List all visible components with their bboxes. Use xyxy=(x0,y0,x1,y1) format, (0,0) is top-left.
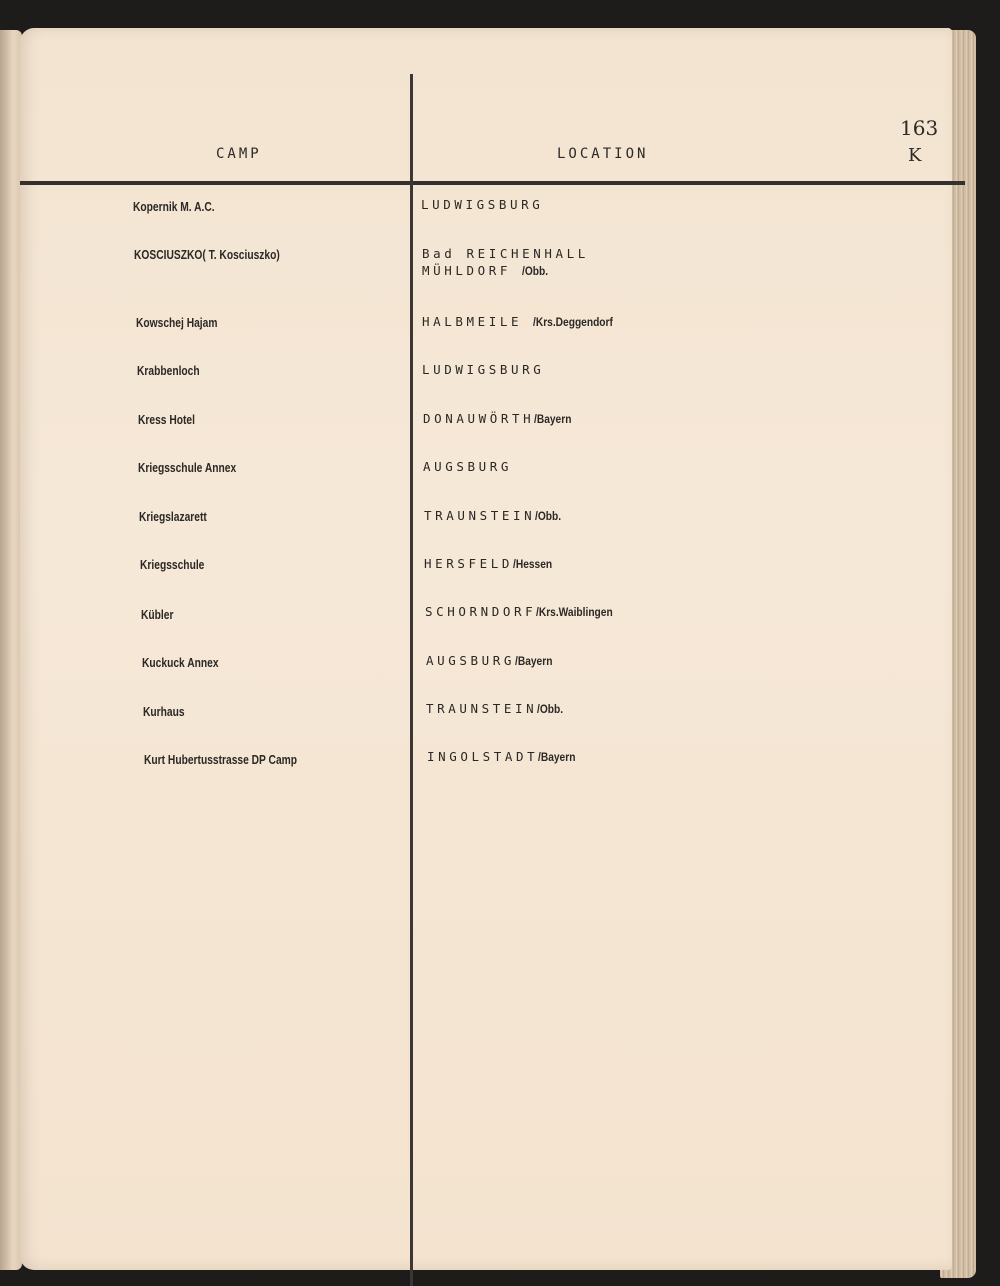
location-line xyxy=(422,245,589,262)
camp-column-header: CAMP xyxy=(216,146,262,162)
location-town: AUGSBURG xyxy=(426,653,516,668)
page-number: 163 xyxy=(900,116,939,140)
header-rule xyxy=(20,181,965,185)
location-line xyxy=(423,410,578,428)
camp-location xyxy=(422,361,544,378)
camp-location xyxy=(425,603,627,621)
location-line xyxy=(426,700,568,718)
location-region: /Bayern xyxy=(534,412,572,426)
location-town: DONAUWÖRTH xyxy=(423,411,535,426)
location-line xyxy=(426,652,559,670)
location-column-header: LOCATION xyxy=(557,146,649,162)
location-region: /Obb. xyxy=(522,264,549,278)
location-town: AUGSBURG xyxy=(423,459,513,474)
camp-name: Kriegsschule Annex xyxy=(138,461,237,475)
location-town: TRAUNSTEIN xyxy=(424,508,536,523)
location-town: LUDWIGSBURG xyxy=(422,362,545,377)
camp-location xyxy=(423,410,578,428)
location-town: LUDWIGSBURG xyxy=(421,197,544,212)
camp-name: Kriegslazarett xyxy=(139,510,207,524)
location-town: TRAUNSTEIN xyxy=(426,701,538,716)
camp-name: Kübler xyxy=(141,608,174,622)
location-line xyxy=(422,262,589,280)
location-region: /Bayern xyxy=(538,750,576,764)
page-letter: K xyxy=(908,145,922,166)
camp-location xyxy=(424,555,559,573)
camp-location xyxy=(422,313,627,331)
document-page xyxy=(20,28,952,1270)
column-divider xyxy=(410,74,413,1286)
camp-location xyxy=(422,245,589,280)
location-region: /Obb. xyxy=(537,702,564,716)
camp-location xyxy=(427,748,582,766)
location-line xyxy=(422,361,544,378)
location-town: INGOLSTADT xyxy=(427,749,539,764)
location-line xyxy=(423,458,512,475)
location-region: /Obb. xyxy=(535,509,562,523)
location-town: HERSFELD xyxy=(424,556,514,571)
camp-location xyxy=(426,652,559,670)
camp-name: Kriegsschule xyxy=(140,558,205,572)
location-town: MÜHLDORF xyxy=(422,263,523,278)
camp-location xyxy=(421,196,543,213)
location-line xyxy=(424,507,566,525)
location-line xyxy=(425,603,627,621)
previous-page-edge xyxy=(0,30,22,1270)
location-town: HALBMEILE xyxy=(422,314,534,329)
camp-name: KOSCIUSZKO( T. Kosciuszko) xyxy=(134,248,280,262)
location-region: /Bayern xyxy=(515,654,553,668)
camp-location xyxy=(426,700,568,718)
camp-name: Kuckuck Annex xyxy=(142,656,219,670)
camp-location xyxy=(424,507,566,525)
camp-name: Kowschej Hajam xyxy=(136,316,218,330)
camp-name: Kopernik M. A.C. xyxy=(133,200,215,214)
location-line xyxy=(424,555,559,573)
location-town: SCHORNDORF xyxy=(425,604,537,619)
location-town: Bad REICHENHALL xyxy=(422,246,589,261)
camp-location xyxy=(423,458,512,475)
camp-name: Kurt Hubertusstrasse DP Camp xyxy=(144,753,298,767)
location-region: /Hessen xyxy=(513,557,553,571)
location-region: /Krs.Waiblingen xyxy=(536,605,613,619)
location-line xyxy=(427,748,582,766)
location-region: /Krs.Deggendorf xyxy=(533,315,614,329)
camp-name: Krabbenloch xyxy=(137,364,200,378)
location-line xyxy=(421,196,543,213)
location-line xyxy=(422,313,627,331)
camp-name: Kurhaus xyxy=(143,705,185,719)
camp-name: Kress Hotel xyxy=(138,413,195,427)
